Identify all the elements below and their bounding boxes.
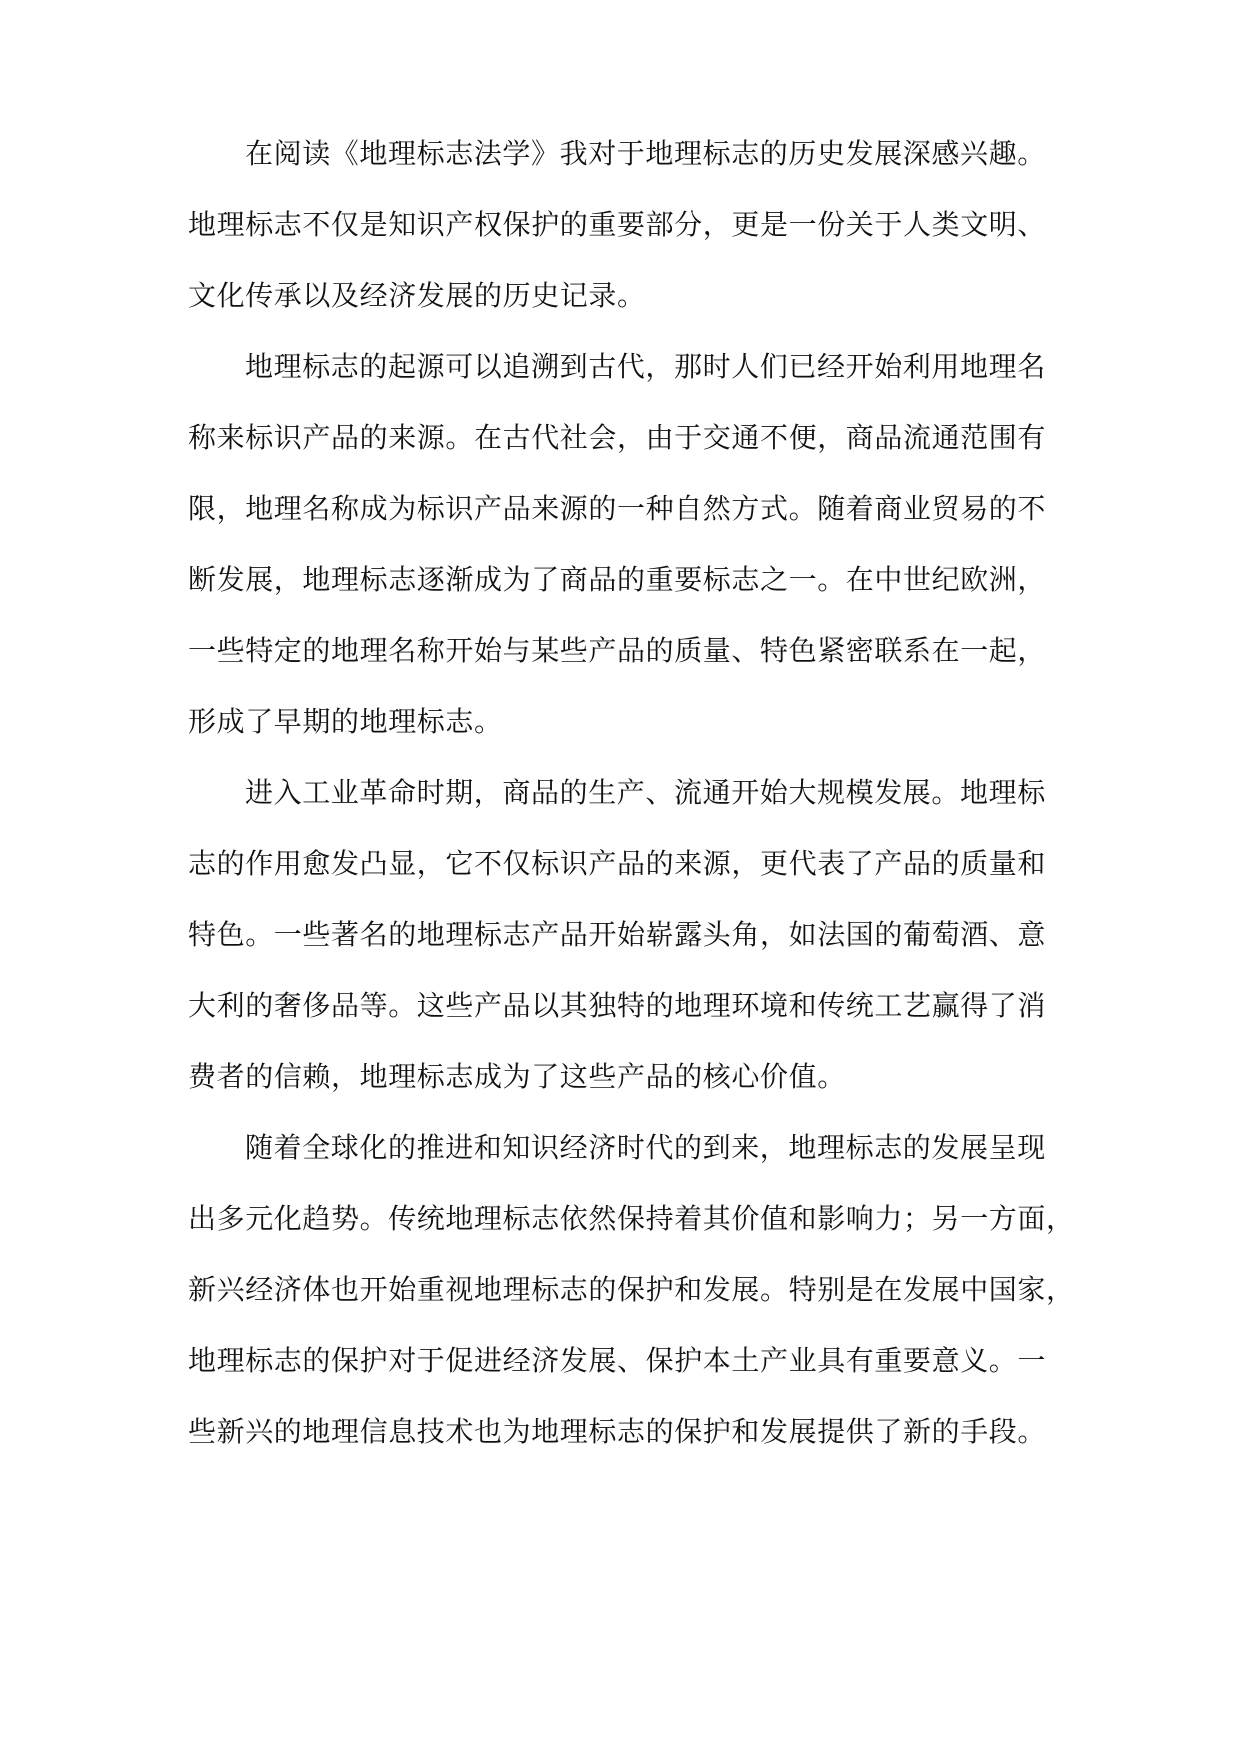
paragraph-4-line-4: 地理标志的保护对于促进经济发展、保护本土产业具有重要意义。一 — [188, 1344, 1047, 1377]
paragraph-4-line-2: 出多元化趋势。传统地理标志依然保持着其价值和影响力；另一方面， — [188, 1202, 1075, 1235]
paragraph-3-line-3: 特色。一些著名的地理标志产品开始崭露头角，如法国的葡萄酒、意 — [188, 918, 1047, 951]
paragraph-2-line-3: 限，地理名称成为标识产品来源的一种自然方式。随着商业贸易的不 — [188, 492, 1047, 525]
paragraph-1-line-1: 在阅读《地理标志法学》我对于地理标志的历史发展深感兴趣。 — [245, 137, 1046, 170]
paragraph-4-line-1: 随着全球化的推进和知识经济时代的到来，地理标志的发展呈现 — [245, 1131, 1046, 1164]
paragraph-1-line-3: 文化传承以及经济发展的历史记录。 — [188, 279, 646, 312]
paragraph-1-line-2: 地理标志不仅是知识产权保护的重要部分，更是一份关于人类文明、 — [188, 208, 1047, 241]
paragraph-2-line-2: 称来标识产品的来源。在古代社会，由于交通不便，商品流通范围有 — [188, 421, 1047, 454]
paragraph-2-line-5: 一些特定的地理名称开始与某些产品的质量、特色紧密联系在一起， — [188, 634, 1047, 667]
paragraph-4-line-5: 些新兴的地理信息技术也为地理标志的保护和发展提供了新的手段。 — [188, 1415, 1047, 1448]
paragraph-4-line-3: 新兴经济体也开始重视地理标志的保护和发展。特别是在发展中国家， — [188, 1273, 1075, 1306]
paragraph-3-line-4: 大利的奢侈品等。这些产品以其独特的地理环境和传统工艺赢得了消 — [188, 989, 1047, 1022]
paragraph-3-line-2: 志的作用愈发凸显，它不仅标识产品的来源，更代表了产品的质量和 — [188, 847, 1047, 880]
paragraph-3-line-1: 进入工业革命时期，商品的生产、流通开始大规模发展。地理标 — [245, 776, 1046, 809]
paragraph-2-line-6: 形成了早期的地理标志。 — [188, 705, 503, 738]
paragraph-3-line-5: 费者的信赖，地理标志成为了这些产品的核心价值。 — [188, 1060, 846, 1093]
paragraph-2-line-4: 断发展，地理标志逐渐成为了商品的重要标志之一。在中世纪欧洲， — [188, 563, 1047, 596]
paragraph-2-line-1: 地理标志的起源可以追溯到古代，那时人们已经开始利用地理名 — [245, 350, 1046, 383]
